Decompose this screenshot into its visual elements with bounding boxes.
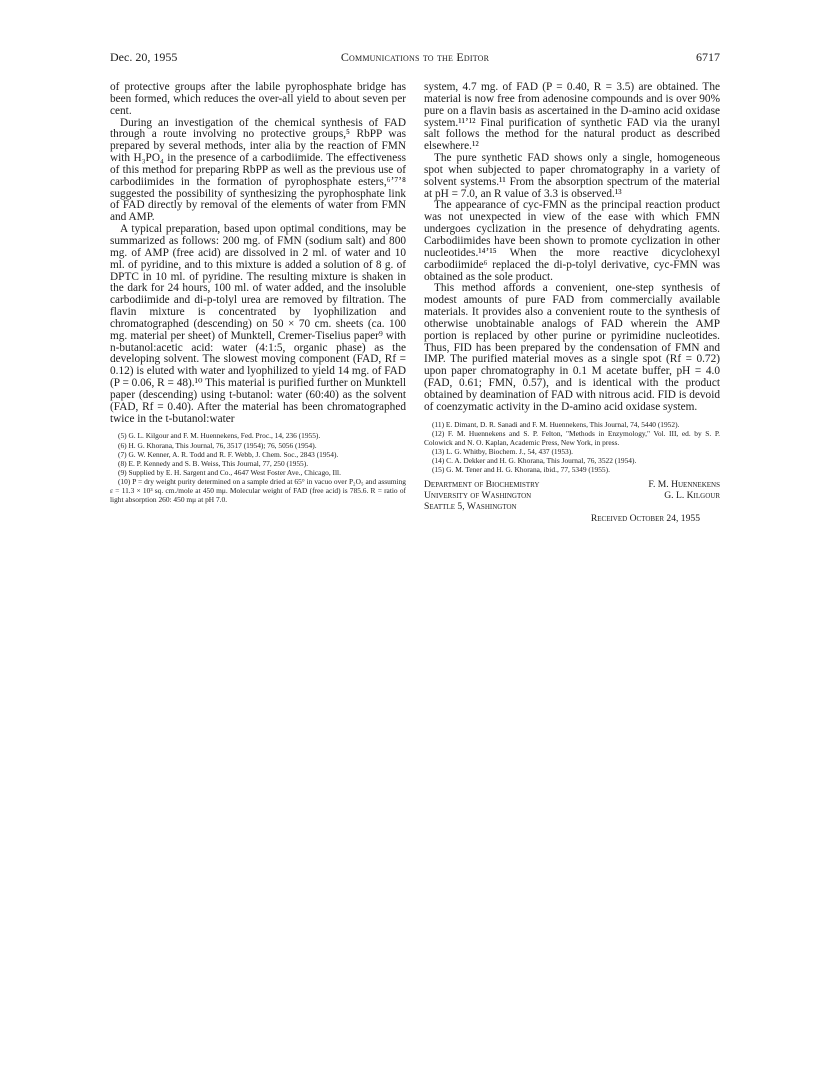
footnote: (8) E. P. Kennedy and S. B. Weiss, This Journal, 77, 250 (1955). — [118, 458, 309, 468]
department-name: Department of Biochemistry — [424, 479, 540, 491]
paragraph: The pure synthetic FAD shows only a single, homogeneous spot when subjected to paper chromatography in a variety of solvent systems.¹¹ From the absorption spectrum of the material at pH = 7.0, an R value of 3.3 is observed.¹³ — [424, 152, 720, 200]
author-name: G. L. Kilgour — [664, 490, 720, 502]
paragraph: A typical preparation, based upon optimal conditions, may be summarized as follows: 200 mg. of FMN (sodium salt) and 800 mg. of AMP (free acid) are dissolved in 2 ml. of water and 10 ml. of pyridine, and to this mixture is added a solution of 8 g. of DPTC in 10 ml. of pyridine. The resulting mixture is shaken in the dark for 24 hours, 100 ml. of water added, and the insoluble carbodiimide and di-p-tolyl urea are removed by filtration. The flavin mixture is concentrated by lyophilization and chromatographed (descending) on 50 × 70 cm. sheets (ca. 100 mg. material per sheet) of Munktell, Cremer-Tiselius paper⁹ with n-butanol:acetic acid: water (4:1:5, organic phase) as the developing solvent. The slowest moving component (FAD, Rf = 0.12) is eluted with water and lyophilized to yield 14 mg. of FAD (P = 0.06, R = 48).¹⁰ This material is purified further on Munktell paper (descending) using t-butanol: water (60:40) as the solvent (FAD, Rf = 0.40). After the material has been chromatographed twice in the t-butanol:water — [110, 223, 406, 425]
footnote: (12) F. M. Huennekens and S. P. Felton, "Methods in Enzymology," Vol. III, ed. by S. P. Colowick and N. O. Kaplan, Academic Press, New York, in press. — [424, 428, 720, 447]
university-name: University of Washington — [424, 490, 532, 502]
left-column — [110, 82, 406, 504]
footnote: (5) G. L. Kilgour and F. M. Huennekens, Fed. Proc., 14, 236 (1955). — [118, 431, 321, 441]
footnotes — [424, 420, 720, 475]
footnote: (7) G. W. Kenner, A. R. Todd and R. F. Webb, J. Chem. Soc., 2843 (1954). — [118, 449, 339, 459]
running-header — [110, 50, 720, 66]
footnote: (6) H. G. Khorana, This Journal, 76, 3517 (1954); 76, 5056 (1954). — [118, 440, 317, 450]
author-name: F. M. Huennekens — [648, 479, 720, 491]
footnote: (15) G. M. Tener and H. G. Khorana, ibid., 77, 5349 (1955). — [432, 465, 610, 475]
footnote: (9) Supplied by E. H. Sargent and Co., 4647 West Foster Ave., Chicago, Ill. — [118, 467, 341, 477]
header-date: Dec. 20, 1955 — [110, 50, 178, 64]
author-affiliation — [424, 479, 720, 513]
footnote: (14) C. A. Dekker and H. G. Khorana, This Journal, 76, 3522 (1954). — [432, 456, 637, 465]
city-name: Seattle 5, Washington — [424, 501, 517, 513]
footnote: (10) P = dry weight purity determined on a sample dried at 65° in vacuo over P₂O₅ and assuming ε = 11.3 × 10³ sq. cm./mole at 450 mμ. Molecular weight of FAD (free acid) is 785.6. R = ratio of light absorption 260: 450 mμ at pH 7.0. — [110, 476, 406, 505]
right-column — [424, 82, 720, 525]
paragraph: system, 4.7 mg. of FAD (P = 0.40, R = 3.5) are obtained. The material is now free from adenosine compounds and is over 90% pure on a flavin basis as ascertained in the D-amino acid oxidase system.¹¹ʼ¹² Final purification of synthetic FAD via the uranyl salt follows the method for the natural product as described elsewhere.¹² — [424, 81, 720, 153]
header-section-title: Communications to the Editor — [340, 50, 490, 64]
paragraph: The appearance of cyc-FMN as the principal reaction product was not unexpected in view of the ease with which FMN undergoes cyclization in the presence of dehydrating agents. Carbodiimides have been shown to promote cyclization in other nucleotides.¹⁴ʼ¹⁵ When the more reactive dicyclohexyl carbodiimide⁶ replaced the di-p-tolyl derivative, cyc-FMN was obtained as the sole product. — [424, 199, 720, 283]
paragraph: During an investigation of the chemical synthesis of FAD through a route involving no protective groups,⁵ RbPP was prepared by several methods, inter alia by the reaction of FMN with H₃PO₄ in the presence of a carbodiimide. The effectiveness of this method for preparing RbPP as well as the previous use of carbodiimides in the formation of pyrophosphate esters,⁶ʼ⁷ʼ⁸ suggested the possibility of synthesizing the pyrophosphate link of FAD directly by removal of the elements of water from FMN and AMP. — [110, 116, 406, 224]
footnote: (13) L. G. Whitby, Biochem. J., 54, 437 (1953). — [432, 446, 574, 456]
header-page-number: 6717 — [696, 50, 720, 64]
authors — [648, 479, 720, 501]
received-date: Received October 24, 1955 — [590, 513, 700, 525]
footnotes — [110, 431, 406, 504]
paragraph: This method affords a convenient, one-step synthesis of modest amounts of pure FAD from commercially available materials. It provides also a convenient route to the synthesis of otherwise unobtainable analogs of FAD wherein the AMP portion is replaced by other purine or pyrimidine nucleotides. Thus, FID has been prepared by the condensation of FMN and IMP. The purified material moves as a single spot (Rf = 0.72) upon paper chromatography in 0.1 M acetate buffer, pH = 4.0 (FAD, 0.61; FMN, 0.57), and is identical with the product obtained by deamination of FAD with nitrous acid. FID is devoid of coenzymatic activity in the D-amino acid oxidase system. — [424, 282, 720, 413]
paragraph: of protective groups after the labile pyrophosphate bridge has been formed, which reduces the over-all yield to about seven per cent. — [110, 81, 406, 117]
footnote: (11) E. Dimant, D. R. Sanadi and F. M. Huennekens, This Journal, 74, 5440 (1952). — [432, 419, 680, 429]
institution — [424, 479, 539, 512]
